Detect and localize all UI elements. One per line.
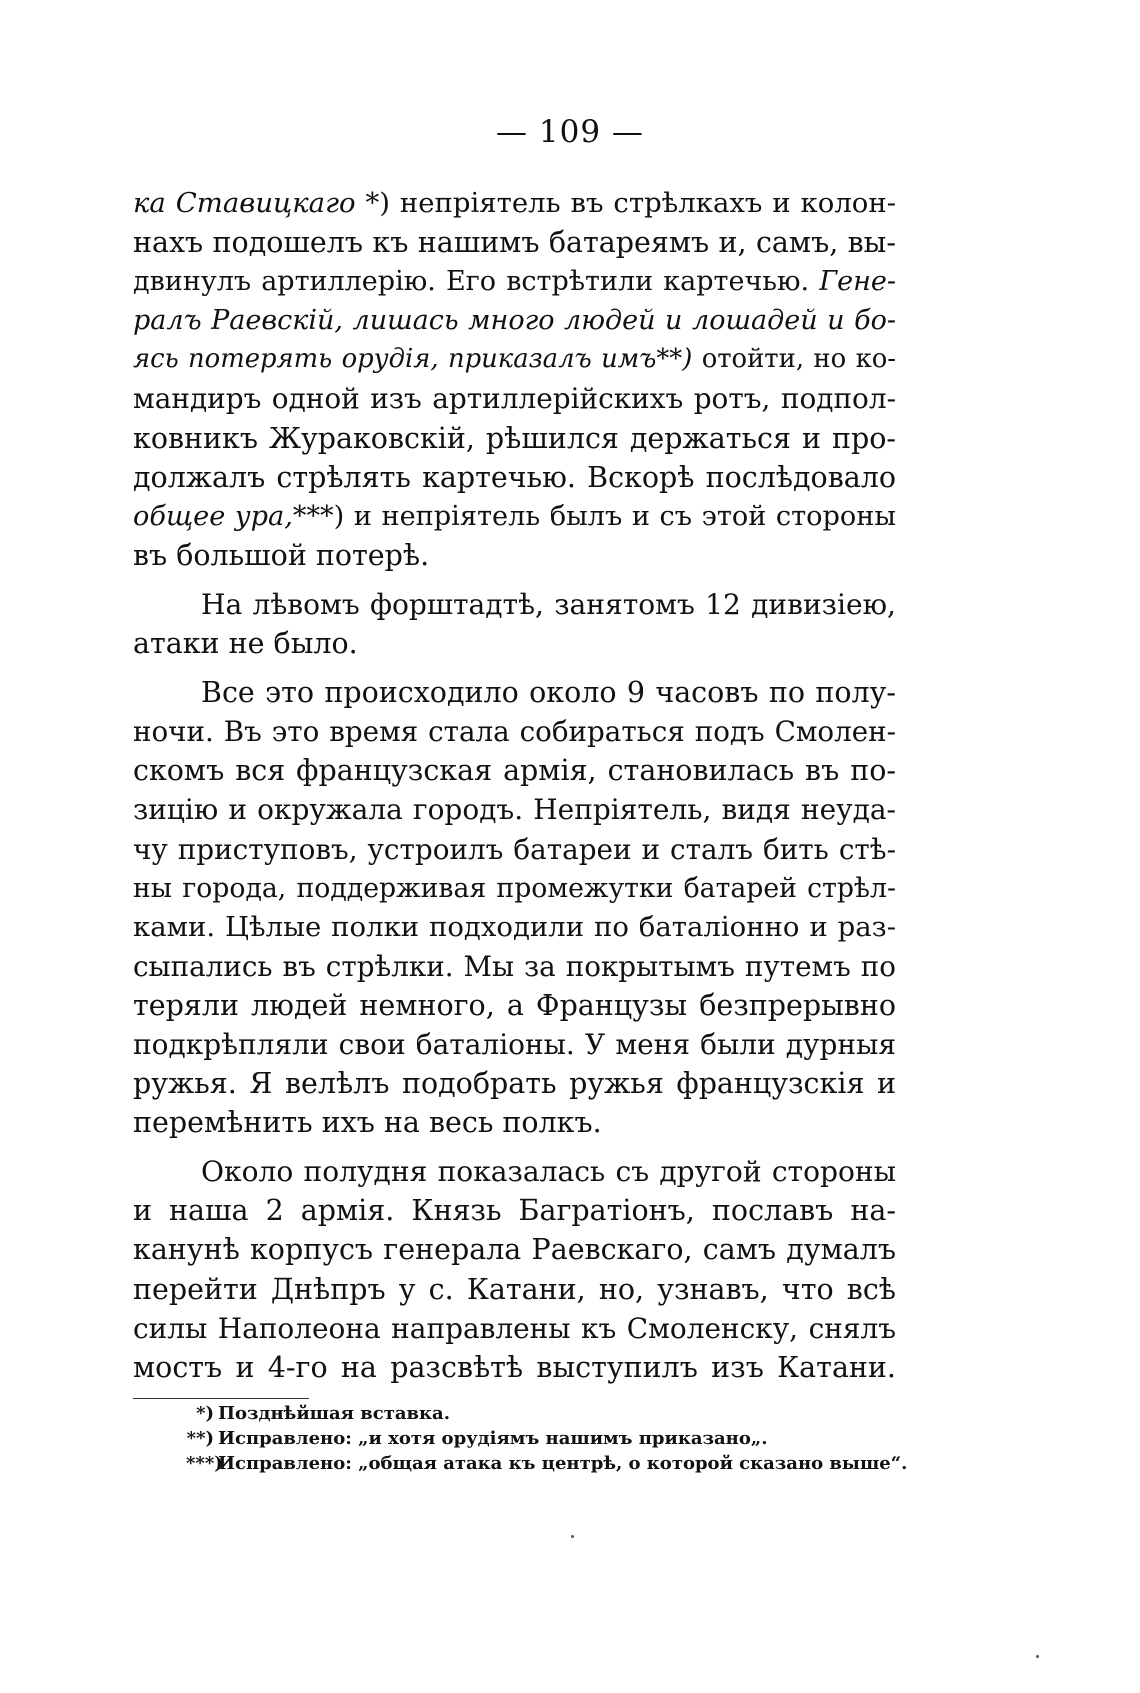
text-segment: атаки не было.	[133, 627, 358, 661]
text-line	[133, 673, 896, 712]
text-line	[133, 340, 896, 379]
text-segment: должалъ стрѣлять картечью. Вскорѣ послѣдовало	[133, 460, 896, 494]
text-line	[133, 497, 896, 536]
text-segment: Около полудня показалась съ другой стороны	[201, 1155, 896, 1189]
italic-text-segment: ка Ставицкаго	[133, 187, 356, 219]
text-line	[133, 419, 896, 458]
text-segment: ***) и непріятель былъ и съ этой стороны	[292, 500, 896, 532]
text-segment: скомъ вся французская армія, становилась въ по-	[133, 754, 896, 788]
text-segment: мандиръ одной изъ артиллерійскихъ ротъ, подпол-	[133, 382, 896, 416]
text-segment: отойти, но ко-	[692, 344, 896, 375]
footnotes	[186, 1401, 906, 1476]
text-line	[133, 1309, 896, 1348]
text-segment: На лѣвомъ форштадтѣ, занятомъ 12 дивизіею,	[201, 587, 896, 621]
footnote-text: Позднѣйшая вставка.	[218, 1403, 450, 1424]
text-line	[133, 1152, 896, 1191]
body-text	[133, 184, 896, 1387]
footnote-text: Исправлено: „общая атака къ центрѣ, о которой сказано выше“.	[218, 1453, 908, 1474]
text-segment: теряли людей немного, а Французы безпрерывно	[133, 988, 896, 1022]
text-line	[133, 1064, 896, 1103]
text-segment: Все это происходило около 9 часовъ по полу-	[201, 676, 896, 710]
footnote-mark: ***)	[186, 1453, 223, 1474]
text-segment: ны города, поддерживая промежутки батарей стрѣл-	[133, 872, 896, 904]
text-segment: перейти Днѣпръ у с. Катани, но, узнавъ, что всѣ	[133, 1272, 896, 1306]
text-segment: ночи. Въ это время стала собираться подъ Смолен-	[133, 715, 896, 749]
text-segment: двинулъ артиллерію. Его встрѣтили картечью.	[133, 266, 820, 298]
footnote	[186, 1451, 906, 1476]
italic-text-segment: ралъ Раевскій, лишась много людей и лошадей и бо-	[133, 305, 896, 337]
italic-text-segment: Гене-	[819, 266, 896, 298]
text-line	[133, 869, 896, 908]
text-line	[133, 1025, 896, 1064]
text-segment: и наша 2 армія. Князь Багратіонъ, пославъ на-	[133, 1194, 896, 1228]
page-number: — 109 —	[496, 114, 644, 150]
text-segment: канунѣ корпусъ генерала Раевскаго, самъ думалъ	[133, 1233, 896, 1267]
text-line	[133, 624, 896, 663]
text-segment: въ большой потерѣ.	[133, 538, 430, 572]
text-segment: сыпались въ стрѣлки. Мы за покрытымъ путемъ по	[133, 949, 896, 983]
text-segment: мостъ и 4-го на разсвѣтѣ выступилъ изъ Катани.	[133, 1350, 896, 1384]
text-segment: зицію и окружала городъ. Непріятель, видя неуда-	[133, 793, 896, 827]
text-segment: перемѣнить ихъ на весь полкъ.	[133, 1106, 602, 1140]
text-line	[133, 184, 896, 223]
footnote-mark: *)	[196, 1403, 214, 1424]
paper-speck	[571, 1535, 574, 1538]
footnote-divider	[133, 1398, 309, 1399]
footnote-text: Исправлено: „и хотя орудіямъ нашимъ приказано„.	[218, 1428, 768, 1449]
italic-text-segment: ясь потерять орудія, приказалъ имъ**)	[133, 344, 693, 375]
text-segment: ружья. Я велѣлъ подобрать ружья французскія и	[133, 1067, 896, 1101]
text-line	[133, 947, 896, 986]
text-line	[133, 790, 896, 829]
text-line	[133, 986, 896, 1025]
text-line	[133, 301, 896, 340]
text-line	[133, 751, 896, 790]
text-segment: ками. Цѣлые полки подходили по баталіонно и раз-	[133, 910, 896, 943]
text-line	[133, 536, 896, 575]
text-line	[133, 379, 896, 418]
text-line	[133, 1103, 896, 1142]
text-segment: нахъ подошелъ къ нашимъ батареямъ и, самъ, вы-	[133, 226, 896, 260]
footnote-mark: **)	[186, 1428, 214, 1449]
text-segment: *) непріятель въ стрѣлкахъ и колон-	[355, 187, 897, 219]
text-line	[133, 458, 896, 497]
text-line	[133, 1191, 896, 1230]
footnote	[186, 1401, 906, 1426]
text-line	[133, 1348, 896, 1387]
text-line	[133, 223, 896, 262]
text-line	[133, 712, 896, 751]
text-line	[133, 1270, 896, 1309]
italic-text-segment: общее ура,	[133, 500, 293, 532]
footnote	[186, 1426, 906, 1451]
text-line	[133, 1230, 896, 1269]
paper-speck	[1036, 1655, 1039, 1658]
text-line	[133, 262, 896, 301]
text-segment: ковникъ Жураковскій, рѣшился держаться и про-	[133, 421, 896, 455]
text-line	[133, 830, 896, 869]
text-segment: силы Наполеона направлены къ Смоленску, снялъ	[133, 1311, 896, 1345]
text-segment: чу приступовъ, устроилъ батареи и сталъ бить стѣ-	[133, 832, 896, 866]
text-line	[133, 585, 896, 624]
text-line	[133, 908, 896, 947]
text-segment: подкрѣпляли свои баталіоны. У меня были дурныя	[133, 1027, 896, 1061]
